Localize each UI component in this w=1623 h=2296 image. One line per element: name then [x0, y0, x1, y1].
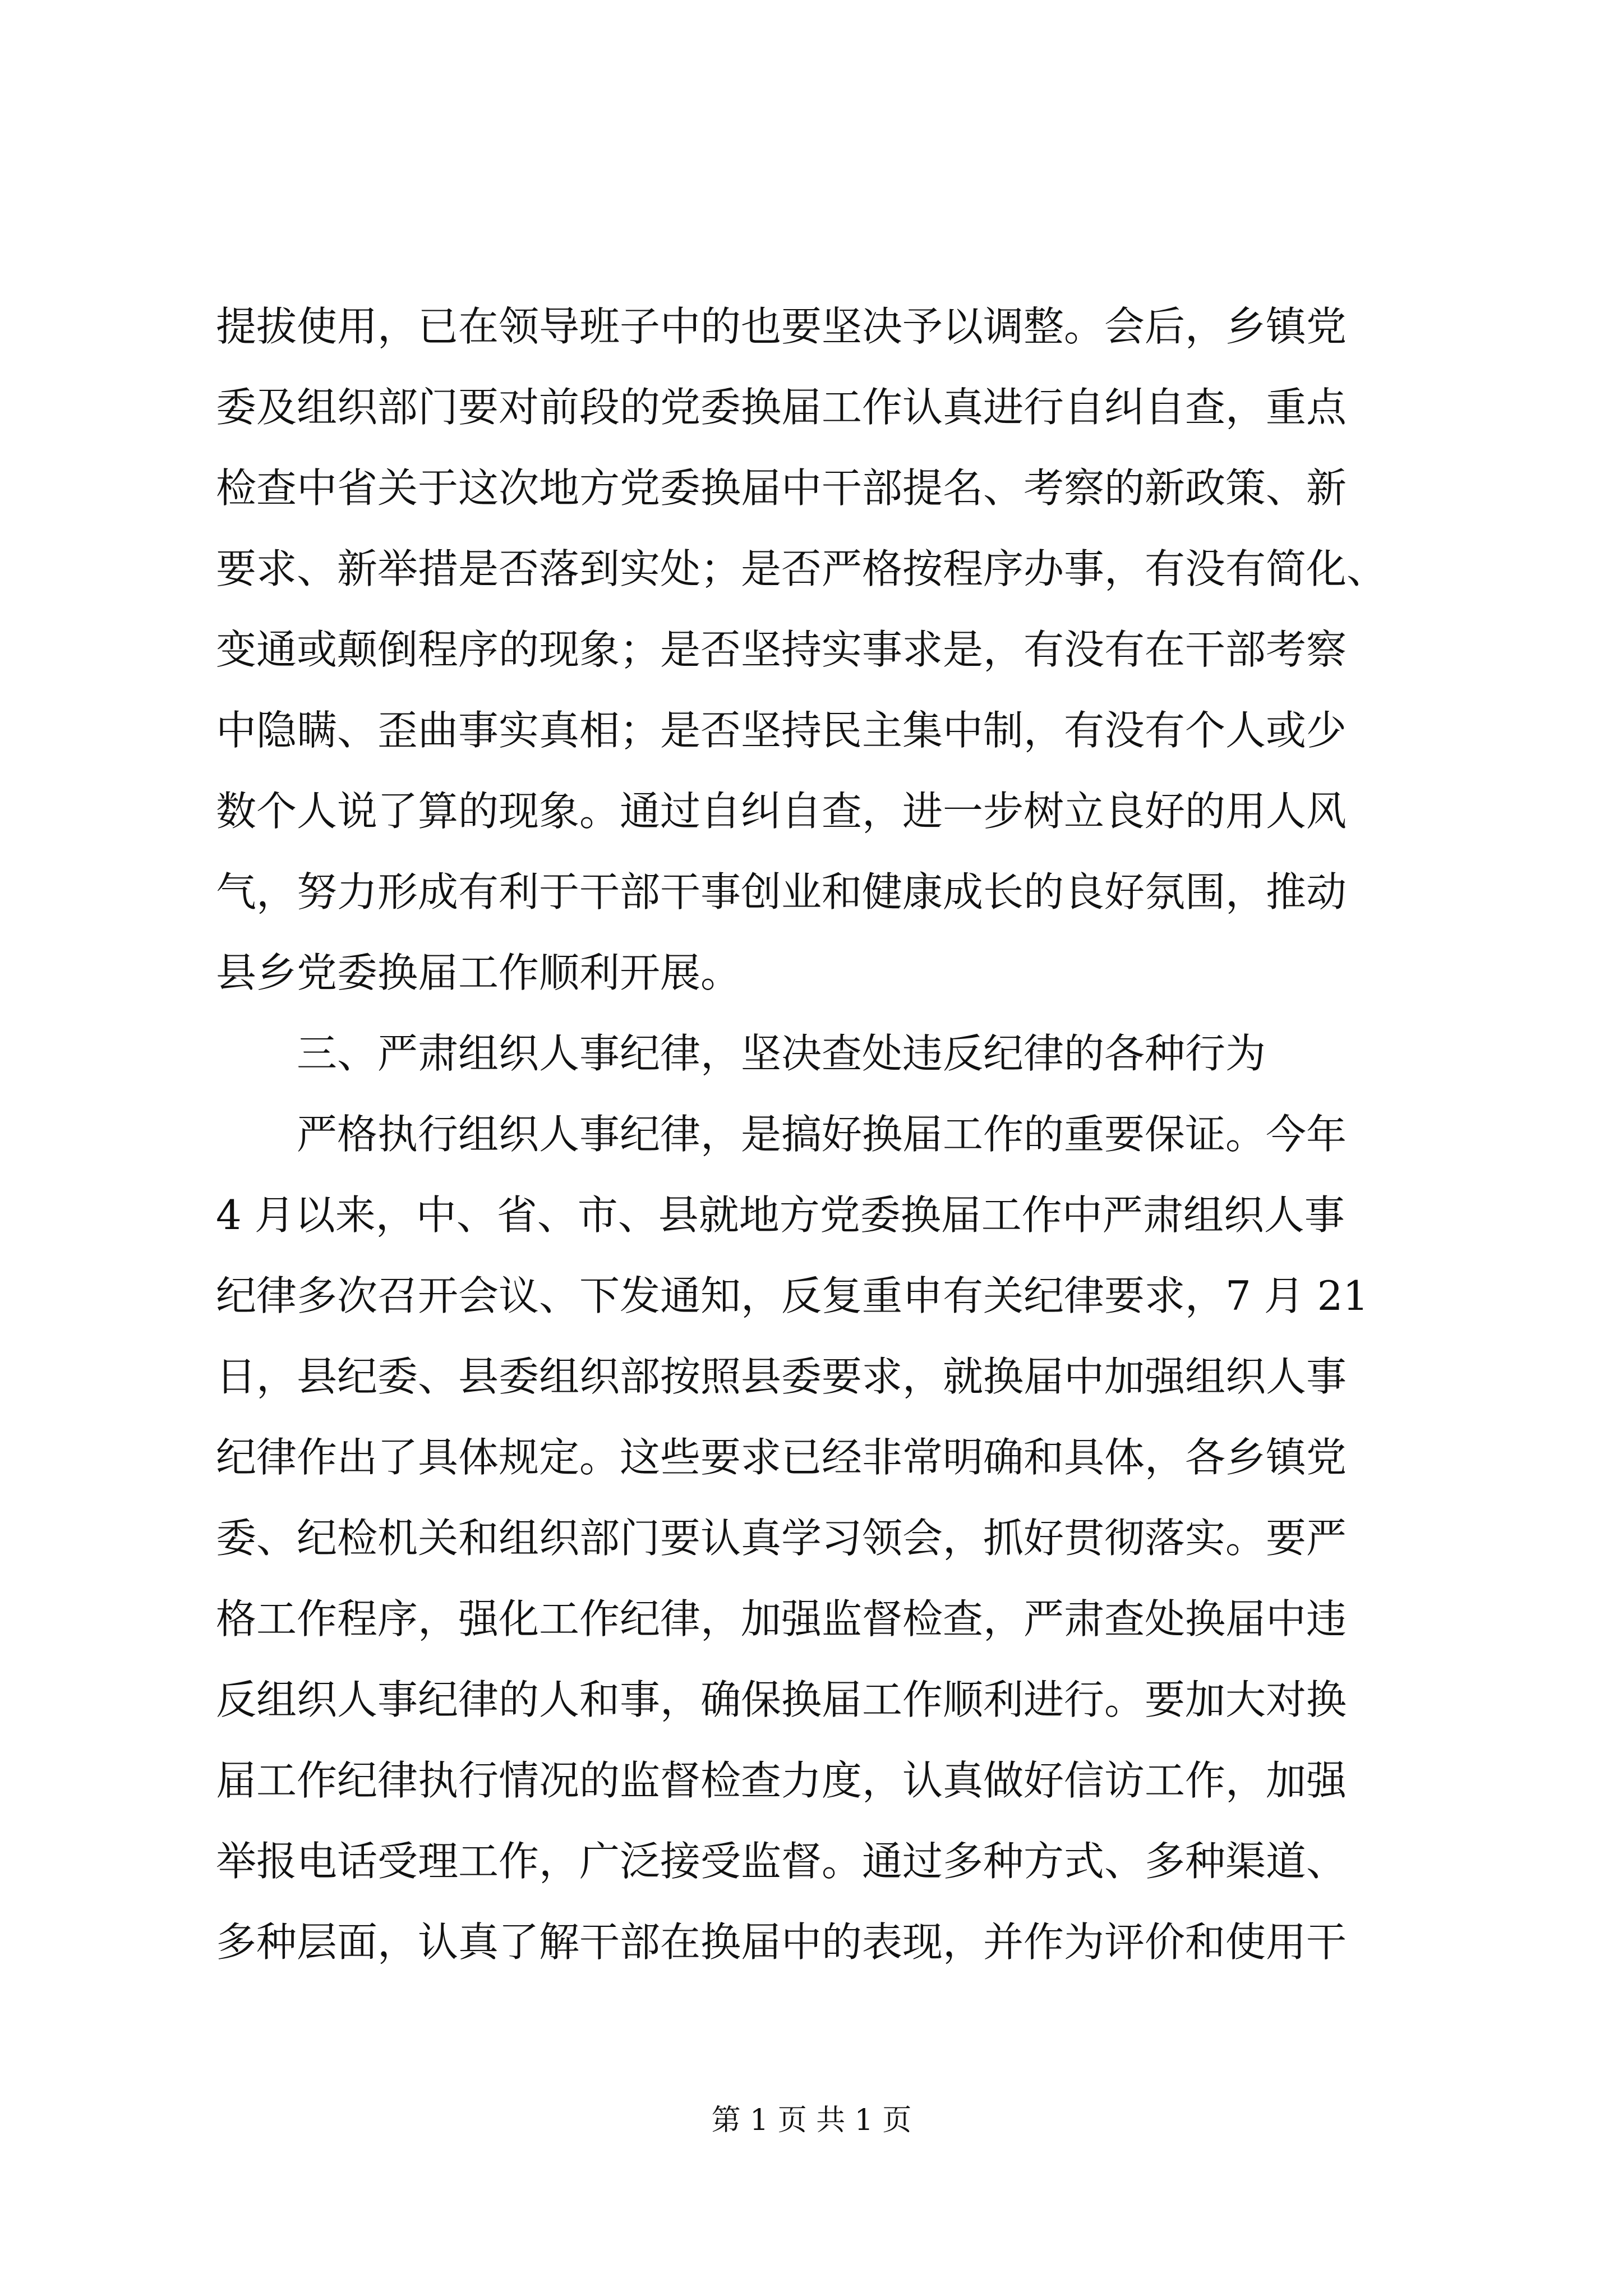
text-line: 届工作纪律执行情况的监督检查力度，认真做好信访工作，加强 [216, 1757, 1347, 1804]
text-line: 4 月以来，中、省、市、县就地方党委换届工作中严肃组织人事 [216, 1191, 1345, 1239]
text-line: 变通或颠倒程序的现象；是否坚持实事求是，有没有在干部考察 [216, 626, 1347, 673]
text-line: 纪律多次召开会议、下发通知，反复重申有关纪律要求，7 月 21 [216, 1272, 1369, 1319]
text-line: 纪律作出了具体规定。这些要求已经非常明确和具体，各乡镇党 [216, 1434, 1347, 1481]
text-line: 县乡党委换届工作顺利开展。 [216, 949, 741, 996]
text-line: 格工作程序，强化工作纪律，加强监督检查，严肃查处换届中违 [216, 1595, 1347, 1642]
text-line: 严格执行组织人事纪律，是搞好换届工作的重要保证。今年 [297, 1111, 1347, 1158]
text-line: 反组织人事纪律的人和事，确保换届工作顺利进行。要加大对换 [216, 1676, 1347, 1723]
text-line: 要求、新举措是否落到实处；是否严格按程序办事，有没有简化、 [216, 545, 1387, 592]
text-line: 举报电话受理工作，广泛接受监督。通过多种方式、多种渠道、 [216, 1838, 1347, 1885]
text-line: 委、纪检机关和组织部门要认真学习领会，抓好贯彻落实。要严 [216, 1515, 1347, 1562]
text-line: 中隐瞒、歪曲事实真相；是否坚持民主集中制，有没有个人或少 [216, 707, 1347, 754]
body-text [216, 286, 1410, 1982]
text-line: 气，努力形成有利于干部干事创业和健康成长的良好氛围，推动 [216, 868, 1347, 915]
page-footer: 第 1 页 共 1 页 [711, 2104, 912, 2137]
text-line: 多种层面，认真了解干部在换届中的表现，并作为评价和使用干 [216, 1918, 1347, 1966]
text-line: 数个人说了算的现象。通过自纠自查，进一步树立良好的用人风 [216, 788, 1347, 835]
text-line: 提拔使用，已在领导班子中的也要坚决予以调整。会后，乡镇党 [216, 303, 1347, 350]
text-line: 检查中省关于这次地方党委换届中干部提名、考察的新政策、新 [216, 464, 1347, 512]
text-line: 委及组织部门要对前段的党委换届工作认真进行自纠自查，重点 [216, 384, 1347, 431]
text-line: 日，县纪委、县委组织部按照县委要求，就换届中加强组织人事 [216, 1353, 1347, 1400]
text-line: 三、严肃组织人事纪律，坚决查处违反纪律的各种行为 [297, 1030, 1266, 1077]
